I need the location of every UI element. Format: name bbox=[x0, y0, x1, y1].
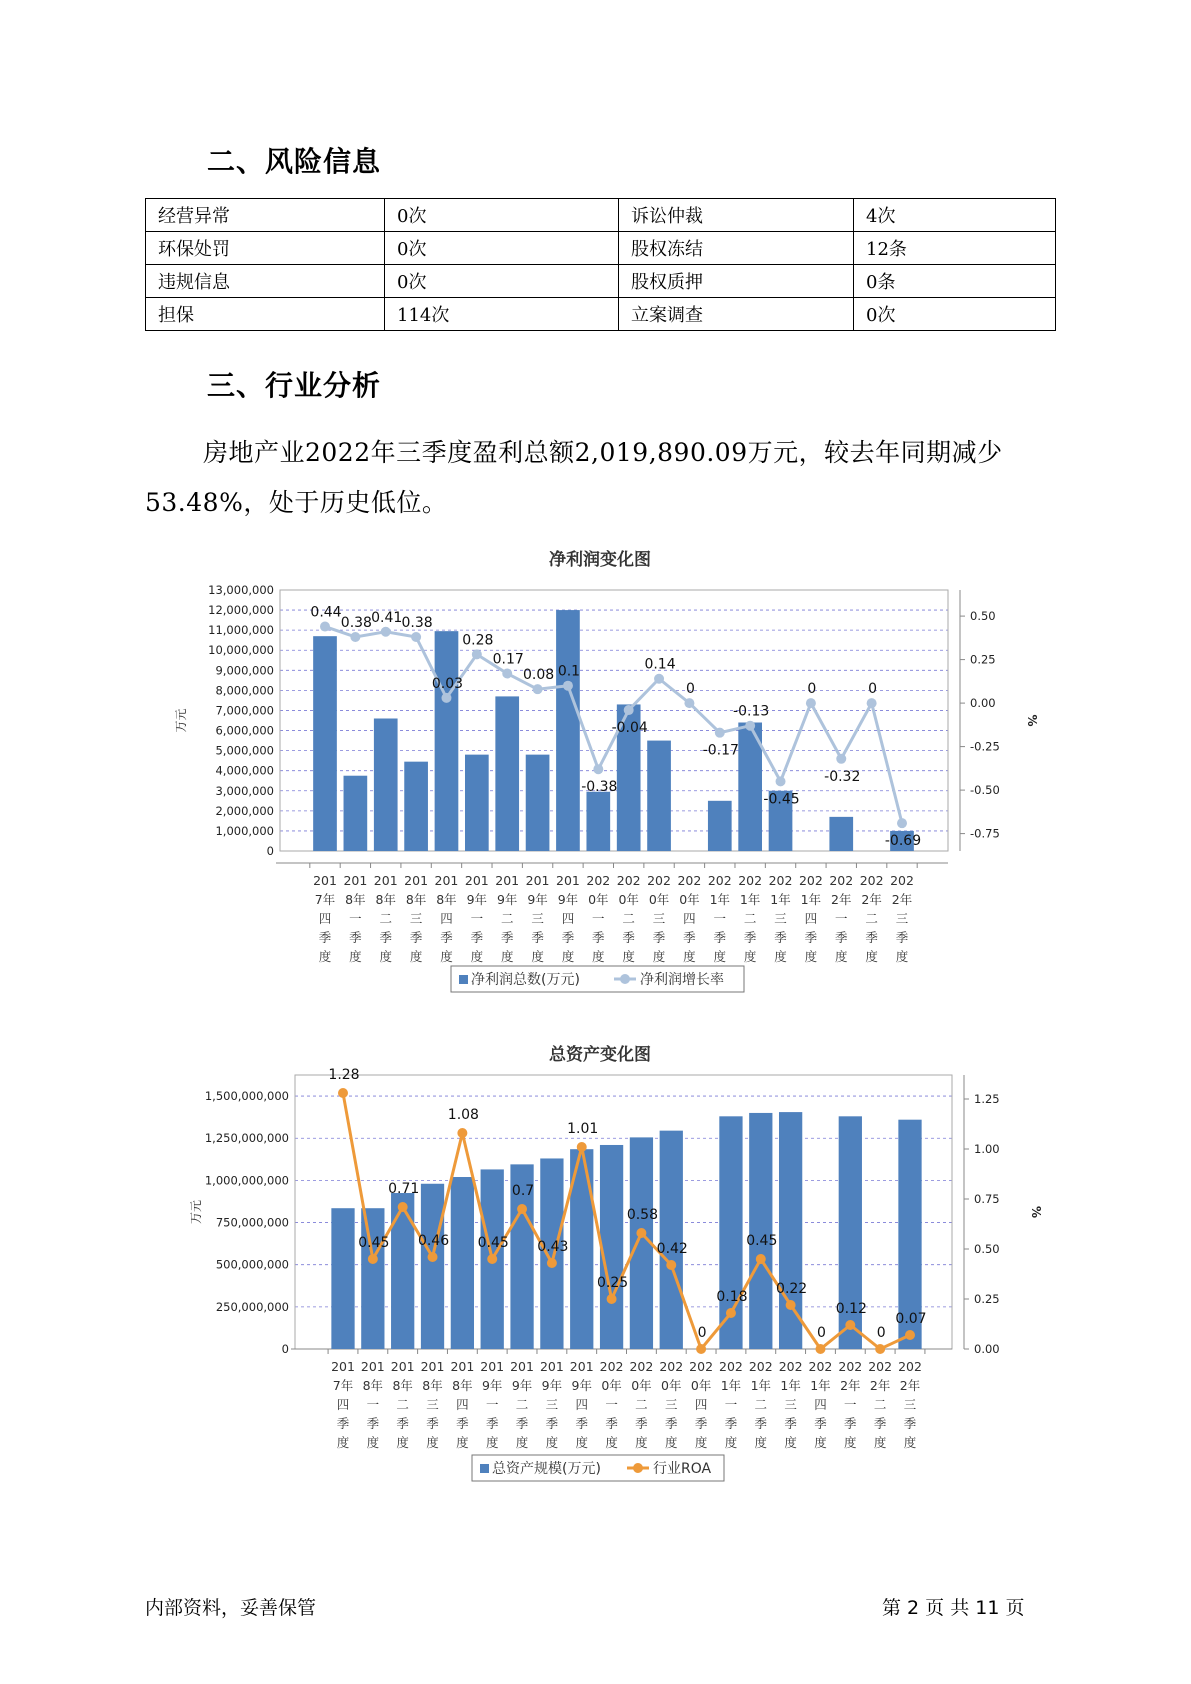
bar bbox=[749, 1113, 772, 1349]
industry-paragraph bbox=[145, 428, 1057, 528]
legend-swatch-bar bbox=[459, 975, 468, 984]
table-cell: 担保 bbox=[146, 298, 385, 331]
data-point bbox=[786, 1300, 796, 1310]
x-tick-label: 202 1年四季度 bbox=[808, 1359, 833, 1450]
x-tick-label: 201 9年四季度 bbox=[569, 1359, 594, 1450]
data-point bbox=[905, 1330, 915, 1340]
data-label: 0.43 bbox=[537, 1239, 569, 1255]
data-label: 0.44 bbox=[310, 604, 342, 621]
data-label: -0.38 bbox=[581, 779, 618, 796]
x-tick-label: 202 2年二季度 bbox=[859, 873, 884, 964]
x-tick-label: 202 0年二季度 bbox=[629, 1359, 654, 1450]
data-label: 0.45 bbox=[477, 1235, 509, 1251]
data-label: 0.38 bbox=[340, 614, 372, 631]
data-point bbox=[398, 1202, 408, 1212]
data-label: 0 bbox=[876, 1325, 886, 1341]
legend-label: 净利润总数(万元) bbox=[471, 972, 580, 988]
data-point bbox=[636, 1228, 646, 1238]
net-profit-chart bbox=[0, 545, 1191, 1005]
y2-tick-label: 0.50 bbox=[974, 1242, 1000, 1256]
data-label: 0.03 bbox=[431, 675, 464, 692]
data-label: 0.28 bbox=[462, 632, 494, 649]
data-point bbox=[654, 674, 664, 684]
x-tick-label: 202 0年二季度 bbox=[616, 873, 641, 964]
data-label: 0.41 bbox=[371, 609, 403, 626]
data-label: 0.18 bbox=[716, 1289, 748, 1305]
bar bbox=[495, 696, 519, 851]
data-label: 1.08 bbox=[447, 1107, 479, 1123]
data-point bbox=[745, 721, 755, 731]
x-tick-label: 201 9年四季度 bbox=[556, 873, 580, 964]
data-label: 0.22 bbox=[776, 1281, 808, 1297]
bar bbox=[361, 1208, 384, 1349]
bar bbox=[586, 792, 610, 851]
x-tick-label: 201 8年二季度 bbox=[373, 873, 398, 964]
data-point bbox=[338, 1088, 348, 1098]
paragraph-text: 房地产业2022年三季度盈利总额2,019,890.09万元，较去年同期减少53.48%，处于历史低位。 bbox=[145, 438, 1003, 517]
chart-title: 总资产变化图 bbox=[549, 1045, 651, 1065]
table-cell: 立案调查 bbox=[619, 298, 854, 331]
x-tick-label: 201 9年二季度 bbox=[510, 1359, 534, 1450]
table-cell: 0次 bbox=[854, 298, 1056, 331]
data-point bbox=[547, 1258, 557, 1268]
bar bbox=[660, 1131, 683, 1349]
table-cell: 经营异常 bbox=[146, 199, 385, 232]
data-point bbox=[320, 622, 330, 632]
x-tick-label: 202 2年一季度 bbox=[829, 873, 854, 964]
y-tick-label: 5,000,000 bbox=[215, 743, 274, 758]
y-tick-label: 1,500,000,000 bbox=[204, 1089, 289, 1104]
data-label: 0.38 bbox=[401, 614, 433, 631]
x-tick-label: 201 9年一季度 bbox=[480, 1359, 505, 1450]
y2-tick-label: 1.00 bbox=[974, 1142, 1000, 1156]
section-title-risk: 二、风险信息 bbox=[207, 145, 382, 178]
data-label: 0.71 bbox=[388, 1181, 420, 1197]
table-cell: 股权质押 bbox=[619, 265, 854, 298]
legend-label: 行业ROA bbox=[653, 1461, 712, 1477]
x-tick-label: 202 2年二季度 bbox=[868, 1359, 893, 1450]
table-cell: 股权冻结 bbox=[619, 232, 854, 265]
data-point bbox=[533, 684, 543, 694]
x-tick-label: 201 7年四季度 bbox=[313, 873, 337, 964]
data-label: 0.14 bbox=[644, 656, 676, 673]
data-label: 0 bbox=[817, 1325, 826, 1341]
legend-label: 总资产规模(万元) bbox=[492, 1461, 601, 1477]
data-label: 0 bbox=[807, 681, 817, 698]
bar bbox=[556, 610, 580, 851]
y-tick-label: 11,000,000 bbox=[208, 623, 274, 638]
y-tick-label: 2,000,000 bbox=[215, 803, 274, 818]
bar bbox=[313, 636, 337, 851]
bar bbox=[647, 741, 671, 851]
data-point bbox=[441, 693, 451, 703]
data-label: -0.13 bbox=[733, 703, 770, 720]
x-tick-label: 201 8年三季度 bbox=[420, 1359, 445, 1450]
data-point bbox=[457, 1128, 467, 1138]
data-label: 0.45 bbox=[746, 1233, 778, 1249]
data-point bbox=[776, 776, 786, 786]
x-tick-label: 202 1年三季度 bbox=[768, 873, 793, 964]
y2-tick-label: -0.50 bbox=[970, 783, 1000, 798]
y-tick-label: 250,000,000 bbox=[215, 1299, 289, 1314]
risk-info-table bbox=[145, 198, 1056, 331]
data-label: 0.25 bbox=[596, 1275, 629, 1291]
data-point bbox=[867, 698, 877, 708]
bar bbox=[374, 718, 398, 851]
table-row bbox=[146, 265, 1056, 298]
bar bbox=[708, 801, 732, 851]
x-tick-label: 201 9年三季度 bbox=[525, 873, 550, 964]
y-tick-label: 10,000,000 bbox=[208, 643, 274, 658]
x-tick-label: 202 0年三季度 bbox=[659, 1359, 684, 1450]
data-point bbox=[517, 1204, 527, 1214]
data-point bbox=[487, 1254, 497, 1264]
y-tick-label: 8,000,000 bbox=[215, 683, 274, 698]
bar bbox=[829, 817, 853, 851]
data-label: -0.69 bbox=[884, 833, 922, 850]
data-point bbox=[428, 1252, 438, 1262]
y-tick-label: 1,000,000,000 bbox=[204, 1173, 289, 1188]
y-tick-label: 0 bbox=[281, 1342, 289, 1356]
data-label: 0.7 bbox=[511, 1183, 535, 1199]
data-point bbox=[577, 1142, 587, 1152]
x-tick-label: 202 1年一季度 bbox=[707, 873, 732, 964]
y2-tick-label: 1.25 bbox=[974, 1092, 1000, 1106]
data-label: -0.32 bbox=[824, 768, 861, 785]
legend-label: 净利润增长率 bbox=[640, 972, 724, 988]
y-tick-label: 0 bbox=[266, 844, 274, 858]
table-cell: 违规信息 bbox=[146, 265, 385, 298]
data-label: 0.12 bbox=[835, 1301, 867, 1317]
data-point bbox=[411, 632, 421, 642]
y2-tick-label: 0.25 bbox=[974, 1292, 1000, 1306]
x-tick-label: 202 0年四季度 bbox=[689, 1359, 714, 1450]
x-tick-label: 202 0年一季度 bbox=[586, 873, 611, 964]
y2-axis-label: % bbox=[1025, 714, 1039, 727]
data-point bbox=[756, 1254, 766, 1264]
y2-axis-label: % bbox=[1029, 1205, 1043, 1219]
y2-tick-label: 0.00 bbox=[974, 1342, 1000, 1356]
x-tick-label: 201 7年四季度 bbox=[331, 1359, 355, 1450]
x-tick-label: 202 0年四季度 bbox=[677, 873, 702, 964]
data-label: 0 bbox=[685, 681, 695, 698]
data-point bbox=[381, 627, 391, 637]
chart-title: 净利润变化图 bbox=[549, 550, 651, 570]
bar bbox=[435, 631, 459, 851]
y-tick-label: 1,250,000,000 bbox=[204, 1131, 289, 1146]
bar bbox=[331, 1208, 354, 1349]
y-tick-label: 12,000,000 bbox=[208, 603, 274, 618]
data-label: -0.45 bbox=[763, 791, 800, 808]
table-cell: 12条 bbox=[854, 232, 1056, 265]
data-point bbox=[563, 681, 573, 691]
bar bbox=[391, 1193, 414, 1349]
data-label: 0.08 bbox=[522, 667, 555, 684]
data-label: 0.58 bbox=[626, 1207, 659, 1223]
data-point bbox=[472, 649, 482, 659]
y2-tick-label: -0.25 bbox=[970, 739, 1000, 754]
data-point bbox=[696, 1344, 706, 1354]
table-row bbox=[146, 232, 1056, 265]
data-label: 0 bbox=[697, 1325, 707, 1341]
data-label: 0.42 bbox=[656, 1241, 688, 1257]
data-point bbox=[875, 1344, 885, 1354]
data-label: 0.17 bbox=[492, 651, 524, 668]
data-point bbox=[715, 728, 725, 738]
footer-page-number: 第 2 页 共 11 页 bbox=[882, 1597, 1025, 1619]
y-tick-label: 3,000,000 bbox=[215, 783, 274, 798]
x-tick-label: 202 1年二季度 bbox=[738, 873, 763, 964]
data-point bbox=[684, 698, 694, 708]
legend-swatch-dot bbox=[620, 974, 630, 984]
table-cell: 诉讼仲裁 bbox=[619, 199, 854, 232]
data-label: 0 bbox=[868, 681, 878, 698]
x-tick-label: 201 9年二季度 bbox=[495, 873, 520, 964]
data-point bbox=[666, 1260, 676, 1270]
y2-tick-label: 0.25 bbox=[970, 652, 996, 667]
x-tick-label: 202 2年三季度 bbox=[890, 873, 914, 964]
y-tick-label: 1,000,000 bbox=[215, 823, 274, 838]
y-axis-label: 万元 bbox=[174, 708, 188, 733]
data-label: 1.01 bbox=[567, 1121, 599, 1137]
y2-tick-label: 0.75 bbox=[974, 1192, 1000, 1206]
data-label: 0.07 bbox=[895, 1311, 927, 1327]
bar bbox=[404, 762, 428, 851]
x-tick-label: 201 8年四季度 bbox=[434, 873, 459, 964]
bar bbox=[779, 1112, 802, 1349]
y-tick-label: 4,000,000 bbox=[215, 763, 274, 778]
table-cell: 环保处罚 bbox=[146, 232, 385, 265]
data-point bbox=[607, 1294, 617, 1304]
data-point bbox=[815, 1344, 825, 1354]
y-tick-label: 750,000,000 bbox=[215, 1215, 289, 1230]
legend-swatch-dot bbox=[633, 1463, 643, 1473]
x-tick-label: 201 9年一季度 bbox=[464, 873, 489, 964]
bar bbox=[526, 755, 550, 851]
table-cell: 0次 bbox=[385, 232, 619, 265]
y-tick-label: 7,000,000 bbox=[215, 703, 274, 718]
data-label: 0.46 bbox=[417, 1233, 450, 1249]
x-tick-label: 201 8年一季度 bbox=[343, 873, 368, 964]
data-point bbox=[593, 764, 603, 774]
bar bbox=[344, 776, 368, 851]
data-point bbox=[897, 818, 907, 828]
data-point bbox=[368, 1254, 378, 1264]
data-label: -0.04 bbox=[611, 720, 648, 737]
y2-tick-label: 0.50 bbox=[970, 609, 996, 624]
y-tick-label: 9,000,000 bbox=[215, 663, 274, 678]
bar bbox=[421, 1184, 444, 1349]
x-tick-label: 201 8年四季度 bbox=[450, 1359, 475, 1450]
section-title-industry: 三、行业分析 bbox=[207, 369, 382, 402]
data-point bbox=[726, 1308, 736, 1318]
y-tick-label: 6,000,000 bbox=[215, 723, 274, 738]
x-tick-label: 202 0年一季度 bbox=[599, 1359, 624, 1450]
y2-tick-label: -0.75 bbox=[970, 826, 1000, 841]
data-point bbox=[502, 669, 512, 679]
y-tick-label: 500,000,000 bbox=[215, 1257, 289, 1272]
x-tick-label: 202 1年二季度 bbox=[748, 1359, 773, 1450]
data-label: 0.45 bbox=[358, 1235, 390, 1251]
x-tick-label: 202 1年一季度 bbox=[719, 1359, 743, 1450]
data-point bbox=[624, 705, 634, 715]
y2-tick-label: 0.00 bbox=[970, 696, 996, 711]
x-tick-label: 202 1年四季度 bbox=[798, 873, 823, 964]
x-tick-label: 201 8年一季度 bbox=[360, 1359, 385, 1450]
footer-left: 内部资料，妥善保管 bbox=[145, 1597, 317, 1619]
bar bbox=[465, 755, 489, 851]
table-cell: 0次 bbox=[385, 265, 619, 298]
table-cell: 0次 bbox=[385, 199, 619, 232]
data-point bbox=[350, 632, 360, 642]
data-point bbox=[845, 1320, 855, 1330]
x-tick-label: 201 8年三季度 bbox=[404, 873, 429, 964]
table-cell: 4次 bbox=[854, 199, 1056, 232]
x-tick-label: 201 9年三季度 bbox=[539, 1359, 564, 1450]
total-assets-chart bbox=[0, 1040, 1191, 1500]
table-row bbox=[146, 298, 1056, 331]
y-tick-label: 13,000,000 bbox=[208, 583, 274, 597]
legend-swatch-bar bbox=[480, 1464, 489, 1473]
data-point bbox=[806, 698, 816, 708]
data-label: 1.28 bbox=[328, 1067, 360, 1083]
table-row bbox=[146, 199, 1056, 232]
table-cell: 0条 bbox=[854, 265, 1056, 298]
data-point bbox=[836, 754, 846, 764]
x-tick-label: 202 2年一季度 bbox=[838, 1359, 863, 1450]
data-label: -0.17 bbox=[702, 742, 739, 759]
x-tick-label: 201 8年二季度 bbox=[390, 1359, 415, 1450]
x-tick-label: 202 0年三季度 bbox=[647, 873, 671, 964]
bar bbox=[451, 1177, 474, 1349]
y-axis-label: 万元 bbox=[189, 1199, 203, 1225]
x-tick-label: 202 1年三季度 bbox=[778, 1359, 803, 1450]
bar bbox=[600, 1145, 623, 1349]
table-cell: 114次 bbox=[385, 298, 619, 331]
x-tick-label: 202 2年三季度 bbox=[898, 1359, 922, 1450]
data-label: 0.1 bbox=[557, 663, 581, 680]
